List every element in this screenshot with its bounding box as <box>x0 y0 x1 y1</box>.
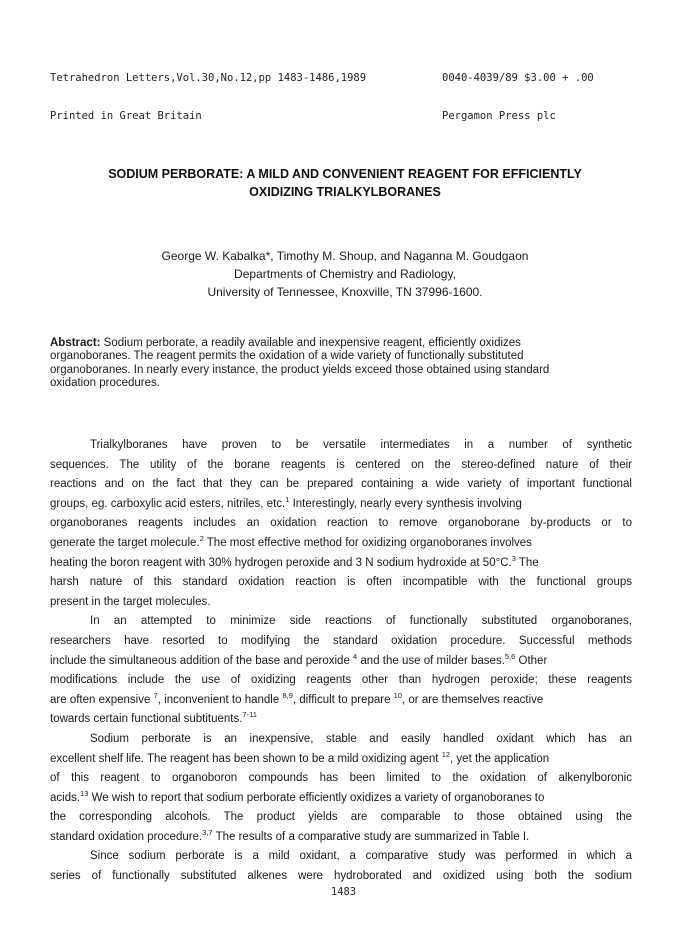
citation-ref: 2 <box>199 533 204 543</box>
abstract <box>50 337 632 391</box>
body-line: Since sodium perborate is a mild oxidant, a comparative study was performed in which a <box>90 850 632 863</box>
body-line: reactions and on the fact that they can be prepared containing a wide variety of important functional <box>50 478 632 491</box>
citation-ref: 1 <box>285 494 290 504</box>
title-line-1: SODIUM PERBORATE: A MILD AND CONVENIENT REAGENT FOR EFFICIENTLY <box>108 167 582 181</box>
body-line: Sodium perborate is an inexpensive, stable and easily handled oxidant which has an <box>90 732 632 745</box>
body-line: series of functionally substituted alkenes were hydroborated and oxidized using both the sodium <box>50 870 632 883</box>
body-line: of this reagent to organoboron compounds has been limited to the oxidation of alkenylboronic <box>50 772 632 785</box>
printed-line: Printed in Great Britain <box>50 109 202 122</box>
abstract-line-2: organoboranes. The reagent permits the oxidation of a wide variety of functionally substituted <box>50 350 524 363</box>
citation-ref: 4 <box>353 651 358 661</box>
journal-line: Tetrahedron Letters,Vol.30,No.12,pp 1483-1486,1989 <box>50 72 367 84</box>
article-body <box>50 436 632 887</box>
citation-ref: 7-11 <box>242 710 257 720</box>
page-number: 1483 <box>330 886 357 898</box>
body-line: sequences. The utility of the borane reagents is centered on the stereo-defined nature of their <box>50 458 632 471</box>
author-university: University of Tennessee, Knoxville, TN 37996-1600. <box>207 285 483 299</box>
citation-ref: 12 <box>441 749 451 759</box>
body-line: include the simultaneous addition of the base and peroxide $^4$ and the use of milder bases.$^{5,6}$ Other <box>50 651 548 667</box>
citation-ref: 8,9 <box>282 690 293 700</box>
publisher-name: Pergamon Press plc <box>442 109 556 122</box>
body-line: are often expensive $^7$, inconvenient to handle $^{8,9}$, difficult to prepare $^{10}$, or are themselves reactive <box>50 690 544 706</box>
body-line: In an attempted to minimize side reactions of functionally substituted organoboranes, <box>90 615 632 628</box>
abstract-line-4: oxidation procedures. <box>50 377 160 390</box>
abstract-line-1: Abstract: Sodium perborate, a readily available and inexpensive reagent, efficiently oxidizes <box>50 337 521 349</box>
body-line: modifications include the use of oxidizing reagents other than hydrogen peroxide; these reagents <box>50 674 632 687</box>
body-line: excellent shelf life. The reagent has been shown to be a mild oxidizing agent $^{12}$, yet the application <box>50 749 550 765</box>
citation-ref: 13 <box>80 788 89 798</box>
article-title <box>50 166 640 201</box>
author-department: Departments of Chemistry and Radiology, <box>234 267 456 281</box>
citation-ref: 5,6 <box>504 651 516 661</box>
body-line: organoboranes reagents includes an oxidation reaction to remove organoborane by-products or to <box>50 517 632 530</box>
author-names: George W. Kabalka*, Timothy M. Shoup, and Naganna M. Goudgaon <box>161 249 529 263</box>
publisher-info <box>442 47 594 147</box>
abstract-label: Abstract: <box>50 337 101 349</box>
author-block <box>50 247 640 301</box>
body-line: towards certain functional subtituents.$^{7-11}$ <box>50 710 257 726</box>
price-code: 0040-4039/89 $3.00 + .00 <box>442 72 594 84</box>
body-line: researchers have resorted to modifying the standard oxidation procedure. Successful methods <box>50 634 632 647</box>
journal-citation <box>50 47 366 147</box>
title-line-2: OXIDIZING TRIALKYLBORANES <box>249 184 441 199</box>
body-line: harsh nature of this standard oxidation reaction is often incompatible with the functional groups <box>50 576 632 589</box>
citation-ref: 3 <box>511 553 516 563</box>
body-line: heating the boron reagent with 30% hydrogen peroxide and 3 N sodium hydroxide at 50°C.$^3$ The <box>50 553 539 569</box>
body-line: groups, eg. carboxylic acid esters, nitriles, etc.$^1$ Interestingly, nearly every synthesis involving <box>50 494 522 510</box>
citation-ref: 7 <box>153 690 158 700</box>
body-line: standard oxidation procedure.$^{3,7}$ The results of a comparative study are summarized in Table I. <box>50 827 530 843</box>
body-line: acids.$^{13}$ We wish to report that sodium perborate efficiently oxidizes a variety of organoboranes to <box>50 788 545 804</box>
body-line: the corresponding alcohols. The product yields are comparable to those obtained using the <box>50 811 632 824</box>
citation-ref: 10 <box>393 690 403 700</box>
citation-ref: 3,7 <box>202 827 213 837</box>
body-line: Trialkylboranes have proven to be versatile intermediates in a number of synthetic <box>90 439 632 451</box>
body-line: present in the target molecules. <box>50 595 211 608</box>
abstract-line-3: organoboranes. In nearly every instance, the product yields exceed those obtained using standard <box>50 363 550 376</box>
body-line: generate the target molecule.$^2$ The most effective method for oxidizing organoboranes involves <box>50 533 532 549</box>
